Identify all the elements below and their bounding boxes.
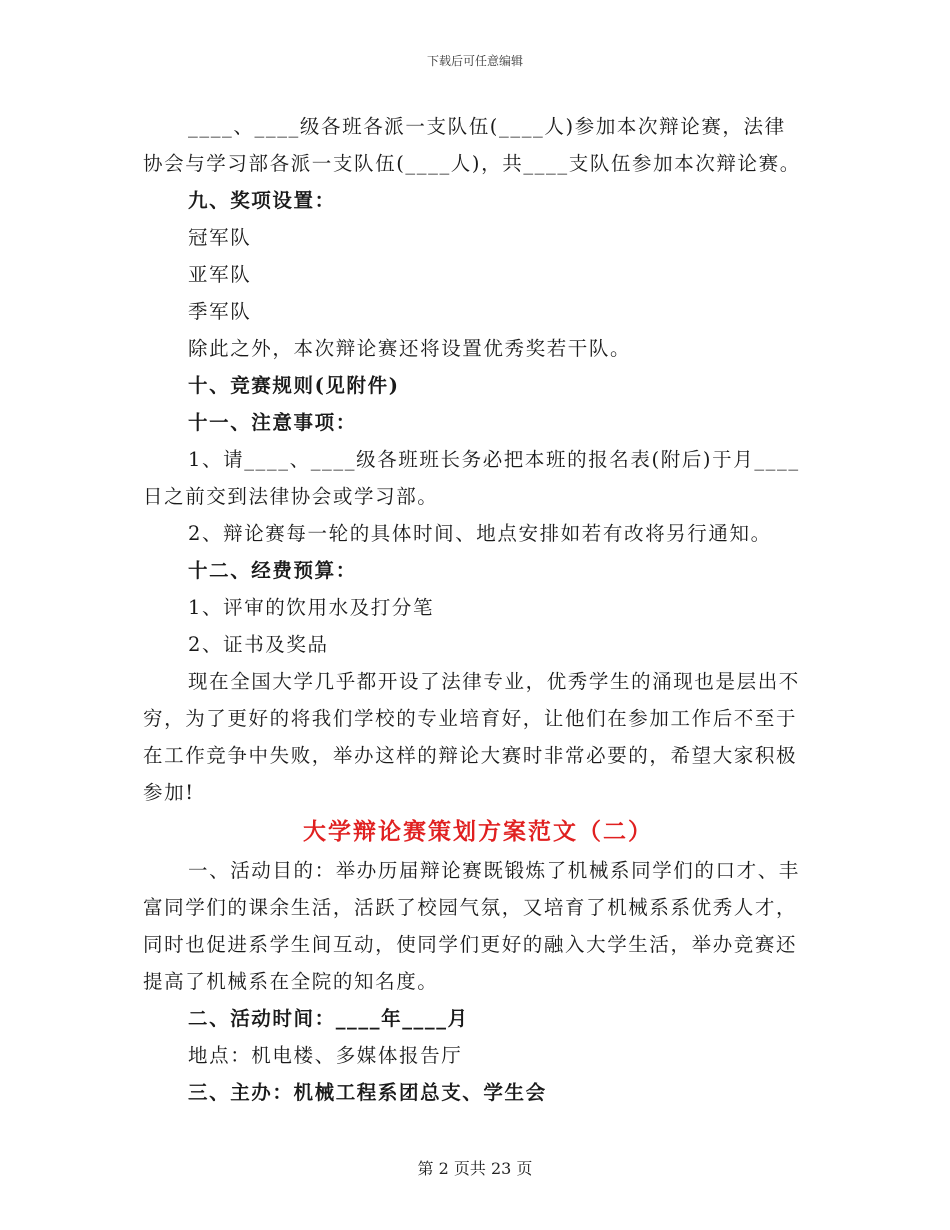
text-line: 1、请____、____级各班班长务必把本班的报名表(附后)于月____ <box>188 448 800 471</box>
document-body <box>143 108 813 1111</box>
page-header: 下载后可任意编辑 <box>426 54 523 68</box>
document-title: 大学辩论赛策划方案范文（二） <box>303 818 653 845</box>
section-heading: 十一、注意事项： <box>188 411 357 434</box>
text-line: 日之前交到法律协会或学习部。 <box>143 485 439 508</box>
budget-item: 2、证书及奖品 <box>188 633 329 656</box>
text-line: 地点：机电楼、多媒体报告厅 <box>188 1044 463 1067</box>
award-item: 亚军队 <box>188 263 252 286</box>
section-heading: 十、竞赛规则(见附件) <box>188 374 400 397</box>
section-heading: 十二、经费预算： <box>188 559 357 582</box>
award-item: 冠军队 <box>188 226 252 249</box>
text-line: 2、辩论赛每一轮的具体时间、地点安排如若有改将另行通知。 <box>188 522 772 545</box>
section-heading: 三、主办：机械工程系团总支、学生会 <box>188 1081 547 1104</box>
text-line: 协会与学习部各派一支队伍(____人)，共____支队伍参加本次辩论赛。 <box>143 152 801 175</box>
section-heading: 二、活动时间：____年____月 <box>188 1007 469 1030</box>
budget-item: 1、评审的饮用水及打分笔 <box>188 596 435 619</box>
text-line: 除此之外，本次辩论赛还将设置优秀奖若干队。 <box>188 337 632 360</box>
award-item: 季军队 <box>188 300 252 323</box>
closing-paragraph: 现在全国大学几乎都开设了法律专业，优秀学生的涌现也是层出不穷，为了更好的将我们学校的专业培育好，让他们在参加工作后不至于在工作竞争中失败，举办这样的辩论大赛时非常必要的，希望大家积极参加! <box>143 670 800 804</box>
text-line: ____、____级各班各派一支队伍(____人)参加本次辩论赛，法律 <box>188 115 786 138</box>
page-footer: 第 2 页共 23 页 <box>417 1159 533 1178</box>
section-heading: 九、奖项设置： <box>188 189 336 212</box>
text-paragraph: 一、活动目的：举办历届辩论赛既锻炼了机械系同学们的口才、丰富同学们的课余生活，活跃了校园气氛，又培育了机械系系优秀人才，同时也促进系学生间互动，使同学们更好的融入大学生活，举办竞赛还提高了机械系在全院的知名度。 <box>143 859 800 993</box>
